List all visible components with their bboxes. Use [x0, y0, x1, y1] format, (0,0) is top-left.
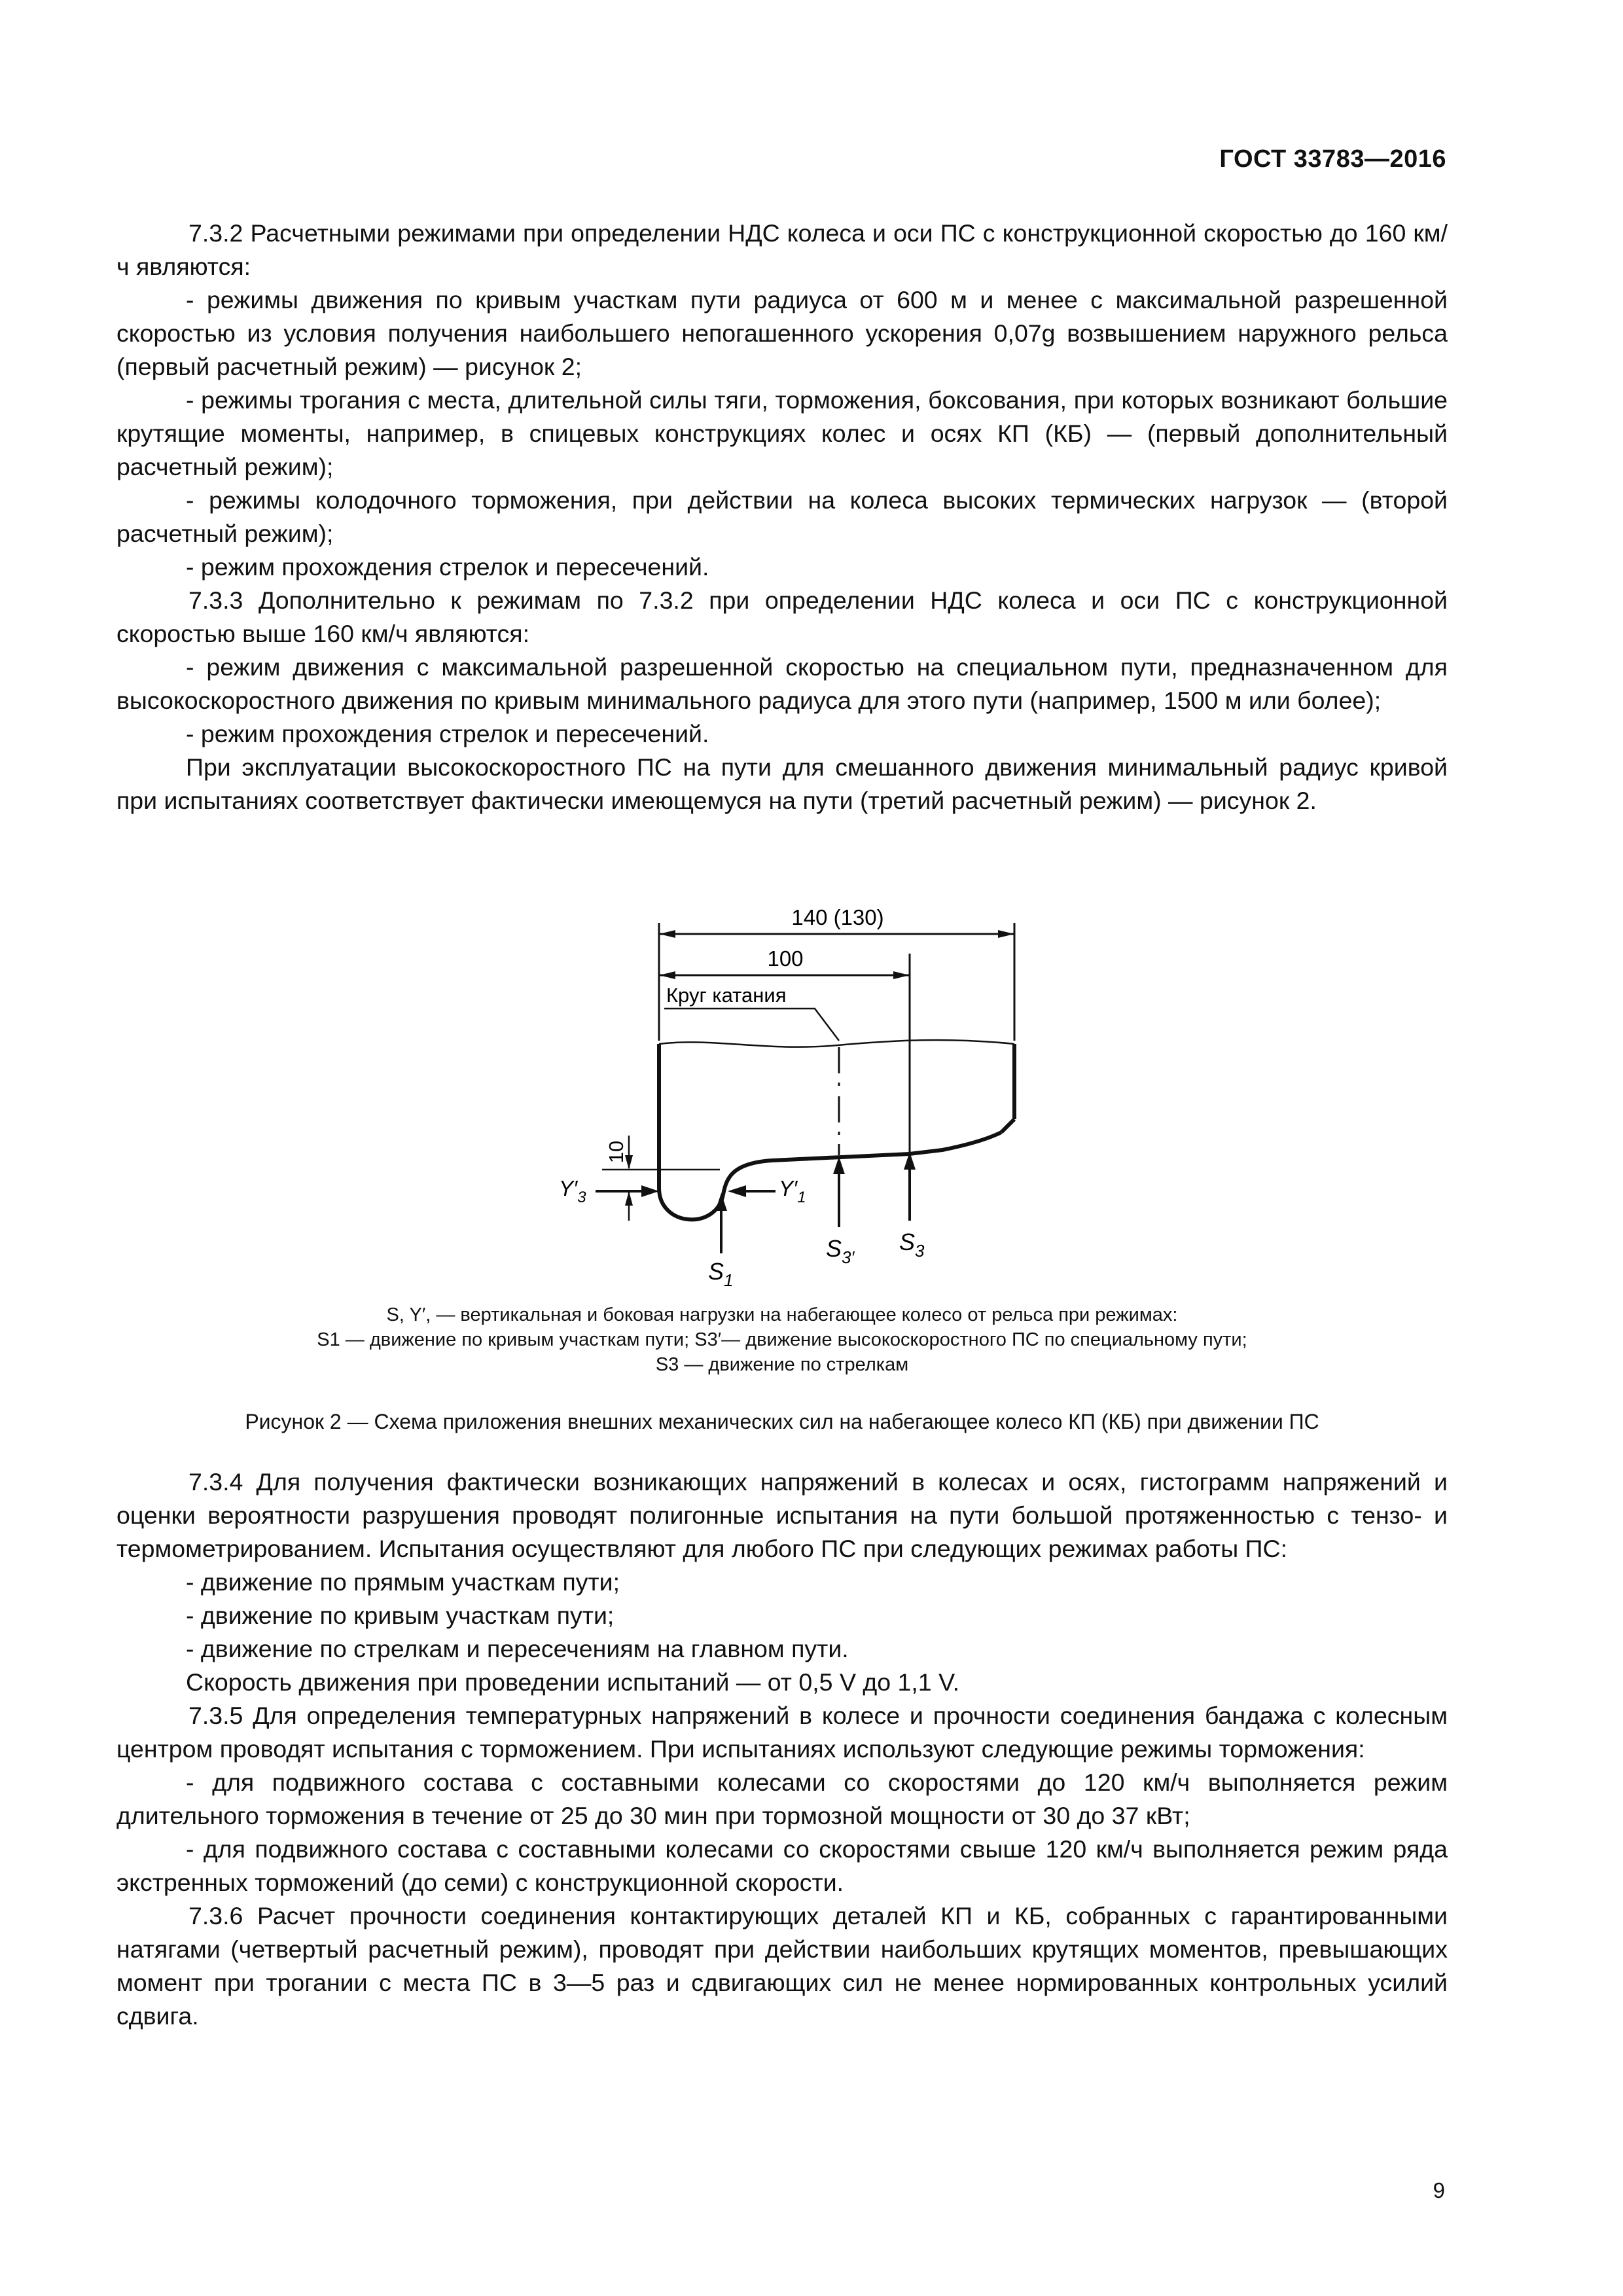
paragraph: - для подвижного состава с составными колесами со скоростями до 120 км/ч выполняется режим длительного торможения в течение от 25 до 30 мин при тормозной мощности от 30 до 37 кВт;	[116, 1768, 1448, 1829]
paragraph: - для подвижного состава с составными колесами со скоростями свыше 120 км/ч выполняется режим ряда экстренных торможений (до семи) с конструкционной скорости.	[116, 1835, 1448, 1896]
paragraph: - движение по стрелкам и пересечениям на главном пути.	[186, 1635, 849, 1662]
paragraph: - режим прохождения стрелок и пересечений.	[186, 553, 709, 581]
dim-outer-label: 140 (130)	[791, 905, 884, 929]
paragraph: 7.3.5 Для определения температурных напряжений в колесе и прочности соединения бандажа с колесным центром проводят испытания с торможением. При испытаниях используют следующие режимы торможения:	[116, 1702, 1448, 1763]
arrow-head	[728, 1185, 746, 1197]
arrow-head	[893, 971, 910, 979]
force-s1-label: $S_1$	[708, 1258, 734, 1286]
paragraph: 7.3.6 Расчет прочности соединения контактирующих деталей КП и КБ, собранных с гарантированными натягами (четвертый расчетный режим), проводят при действии наибольших крутящих моментов, превышающих момент при трогании с места ПС в 3—5 раз и сдвигающих сил не менее нормированных контрольных усилий сдвига.	[116, 1902, 1448, 2030]
wheel-profile	[659, 1044, 1001, 1219]
legend-line: S3 — движение по стрелкам	[655, 1354, 909, 1375]
arrow-head	[641, 1185, 659, 1197]
paragraph: 7.3.2 Расчетными режимами при определении НДС колеса и оси ПС с конструкционной скоростью до 160 км/ч являются:	[116, 219, 1448, 280]
arrow-head	[715, 1193, 727, 1211]
figure-legend	[116, 1302, 1448, 1377]
dim-inner-label: 100	[767, 946, 804, 971]
paragraph: - движение по прямым участкам пути;	[186, 1568, 620, 1596]
leader-line	[664, 1009, 839, 1041]
wheel-chamfer	[1001, 1119, 1014, 1132]
dim-10-label: 10	[605, 1140, 628, 1164]
force-y1-label: $Y'_1$	[779, 1176, 806, 1206]
wheel-break-line	[659, 1040, 1014, 1047]
force-s3p-label: $S_{3'}$	[826, 1235, 855, 1267]
paragraph: - режимы движения по кривым участкам пути радиуса от 600 м и менее с максимальной разрешенной скоростью из условия получения наибольшего непогашенного ускорения 0,07g возвышением наружного рельса (первый расчетный режим) — рисунок 2;	[116, 286, 1448, 380]
arrow-head	[625, 1191, 633, 1206]
text-block-1	[116, 217, 1448, 817]
text-block-2	[116, 1465, 1448, 2033]
paragraph: При эксплуатации высокоскоростного ПС на пути для смешанного движения минимальный радиус кривой при испытаниях соответствует фактически имеющемуся на пути (третий расчетный режим) — рисунок 2.	[116, 753, 1448, 814]
arrow-head	[659, 930, 675, 938]
wheel-load-diagram	[556, 880, 1067, 1286]
paragraph: - режим движения с максимальной разрешенной скоростью на специальном пути, предназначенном для высокоскоростного движения по кривым минимального радиуса для этого пути (например, 1500 м или более);	[116, 653, 1448, 714]
rolling-circle-label: Круг катания	[666, 984, 787, 1007]
arrow-head	[659, 971, 675, 979]
paragraph: - движение по кривым участкам пути;	[186, 1602, 615, 1629]
paragraph: Скорость движения при проведении испытаний — от 0,5 V до 1,1 V.	[186, 1668, 960, 1696]
paragraph: - режимы трогания с места, длительной силы тяги, торможения, боксования, при которых возникают большие крутящие моменты, например, в спицевых конструкциях колес и осях КП (КБ) — (первый дополнительный расчетный режим);	[116, 386, 1448, 480]
page-number: 9	[1433, 2178, 1445, 2202]
paragraph: 7.3.4 Для получения фактически возникающих напряжений в колесах и осях, гистограмм напряжений и оценки вероятности разрушения проводят полигонные испытания на пути большой протяженностью с тензо- и термометрированием. Испытания осуществляют для любого ПС при следующих режимах работы ПС:	[116, 1468, 1448, 1562]
document-header: ГОСТ 33783—2016	[1219, 145, 1446, 173]
paragraph: - режим прохождения стрелок и пересечений.	[186, 720, 709, 747]
legend-line: S1 — движение по кривым участкам пути; S3′— движение высокоскоростного ПС по специальному пути;	[317, 1329, 1247, 1350]
legend-line: S, Y′, — вертикальная и боковая нагрузки на набегающее колесо от рельса при режимах:	[386, 1304, 1178, 1325]
figure-caption: Рисунок 2 — Схема приложения внешних механических сил на набегающее колесо КП (КБ) при движении ПС	[245, 1410, 1319, 1433]
arrow-head	[998, 930, 1014, 938]
paragraph: 7.3.3 Дополнительно к режимам по 7.3.2 при определении НДС колеса и оси ПС с конструкционной скоростью выше 160 км/ч являются:	[116, 586, 1448, 647]
force-s3-label: $S_3$	[899, 1229, 925, 1261]
paragraph: - режимы колодочного торможения, при действии на колеса высоких термических нагрузок — (второй расчетный режим);	[116, 486, 1448, 547]
force-y3-label: $Y'_3$	[559, 1176, 586, 1206]
